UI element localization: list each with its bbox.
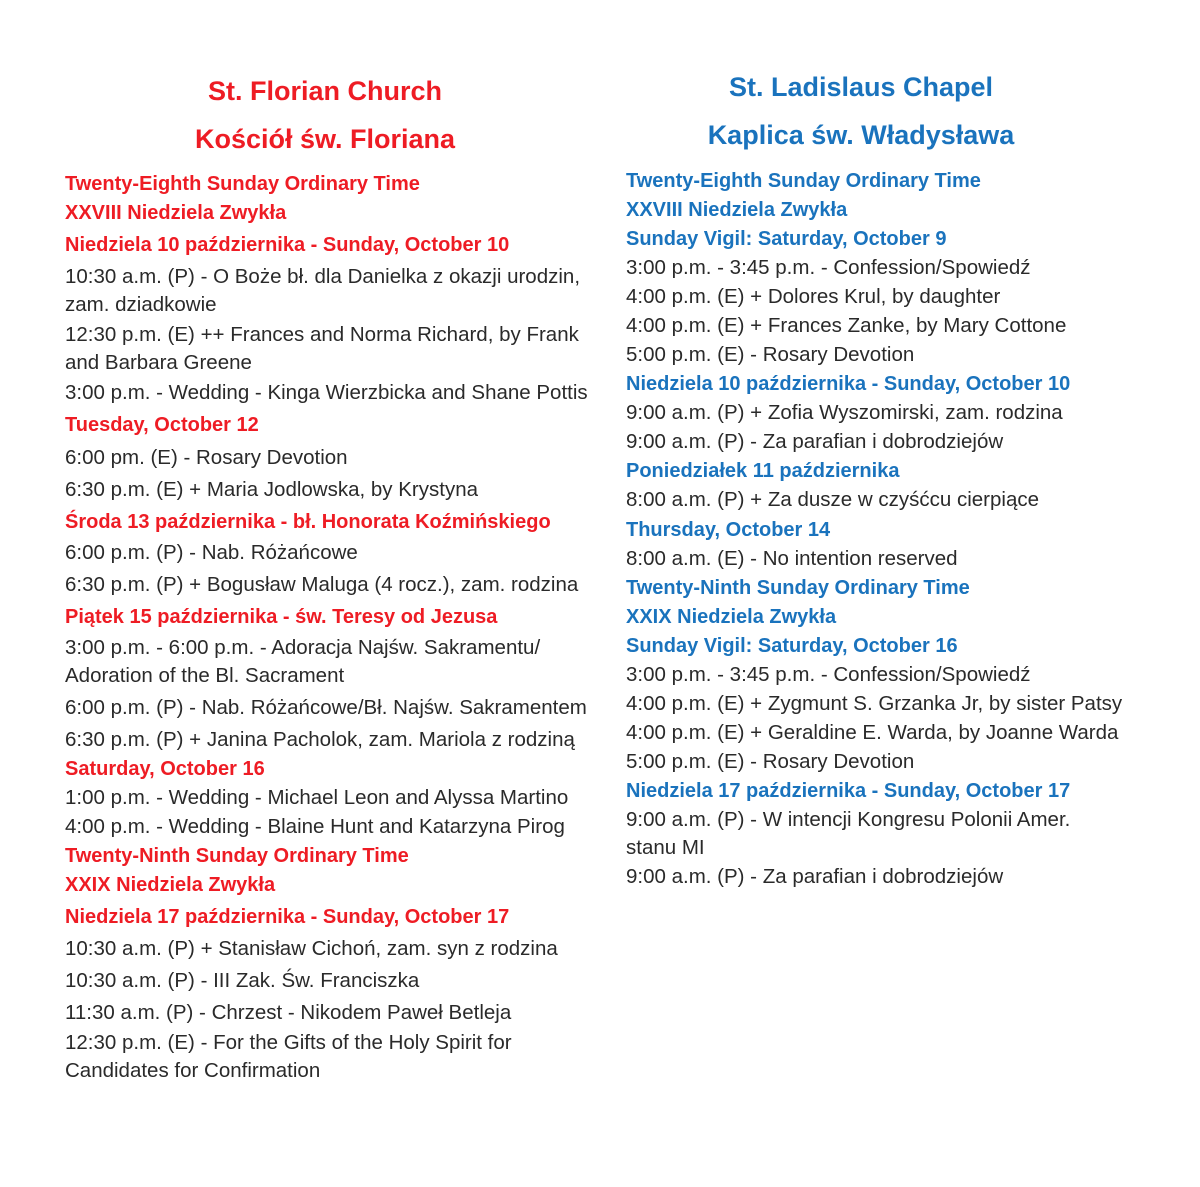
schedule-item: 3:00 p.m. - 3:45 p.m. - Confession/Spowiedź	[626, 256, 1031, 279]
schedule-item: 12:30 p.m. (E) - For the Gifts of the Holy Spirit for Candidates for Confirmation	[65, 1031, 512, 1082]
schedule-item: 1:00 p.m. - Wedding - Michael Leon and Alyssa Martino	[65, 786, 569, 809]
schedule-heading: Piątek 15 października - św. Teresy od Jezusa	[65, 606, 498, 628]
schedule-item: 3:00 p.m. - Wedding - Kinga Wierzbicka and Shane Pottis	[65, 381, 588, 404]
schedule-heading: XXIX Niedziela Zwykła	[626, 606, 837, 628]
schedule-heading: XXVIII Niedziela Zwykła	[65, 202, 287, 224]
schedule-item: 9:00 a.m. (P) - W intencji Kongresu Polonii Amer. stanu MI	[626, 808, 1071, 859]
schedule-heading: Środa 13 października - bł. Honorata Koźmińskiego	[65, 511, 551, 533]
church-title-polish: Kościół św. Floriana	[194, 124, 456, 154]
schedule-item: 9:00 a.m. (P) - Za parafian i dobrodziejów	[626, 430, 1004, 453]
schedule-heading: Niedziela 17 października - Sunday, October 17	[626, 780, 1071, 802]
chapel-title-polish: Kaplica św. Władysława	[707, 120, 1015, 150]
schedule-heading: Thursday, October 14	[626, 519, 831, 541]
schedule-heading: Sunday Vigil: Saturday, October 16	[626, 635, 958, 657]
schedule-heading: Twenty-Eighth Sunday Ordinary Time	[65, 173, 420, 195]
schedule-heading: Niedziela 10 października - Sunday, October 10	[65, 234, 510, 256]
schedule-item: 10:30 a.m. (P) + Stanisław Cichoń, zam. syn z rodzina	[65, 937, 558, 960]
schedule-item: 6:00 p.m. (P) - Nab. Różańcowe/Bł. Najśw. Sakramentem	[65, 696, 587, 719]
schedule-item: 6:30 p.m. (P) + Bogusław Maluga (4 rocz.), zam. rodzina	[65, 573, 579, 596]
schedule-heading: Twenty-Eighth Sunday Ordinary Time	[626, 170, 981, 192]
schedule-item: 4:00 p.m. (E) + Zygmunt S. Grzanka Jr, by sister Patsy	[626, 692, 1123, 715]
schedule-item: 3:00 p.m. - 3:45 p.m. - Confession/Spowiedź	[626, 663, 1031, 686]
schedule-item: 3:00 p.m. - 6:00 p.m. - Adoracja Najśw. Sakramentu/ Adoration of the Bl. Sacrament	[65, 636, 541, 687]
schedule-heading: Twenty-Ninth Sunday Ordinary Time	[65, 845, 409, 867]
schedule-item: 5:00 p.m. (E) - Rosary Devotion	[626, 750, 915, 773]
schedule-item: 6:30 p.m. (E) + Maria Jodlowska, by Krystyna	[65, 478, 479, 501]
schedule-item: 4:00 p.m. (E) + Geraldine E. Warda, by Joanne Warda	[626, 721, 1119, 744]
schedule-item: 10:30 a.m. (P) - O Boże bł. dla Danielka z okazji urodzin, zam. dziadkowie	[65, 265, 581, 316]
schedule-item: 12:30 p.m. (E) ++ Frances and Norma Richard, by Frank and Barbara Greene	[65, 323, 579, 374]
schedule-heading: Tuesday, October 12	[65, 414, 259, 436]
schedule-heading: Niedziela 17 października - Sunday, October 17	[65, 906, 510, 928]
schedule-heading: Saturday, October 16	[65, 758, 265, 780]
schedule-item: 6:00 pm. (E) - Rosary Devotion	[65, 446, 348, 469]
schedule-heading: Sunday Vigil: Saturday, October 9	[626, 228, 947, 250]
schedule-item: 9:00 a.m. (P) + Zofia Wyszomirski, zam. rodzina	[626, 401, 1063, 424]
schedule-heading: Poniedziałek 11 października	[626, 460, 900, 482]
schedule-item: 6:30 p.m. (P) + Janina Pacholok, zam. Mariola z rodziną	[65, 728, 575, 751]
chapel-title: St. Ladislaus Chapel	[728, 72, 994, 102]
schedule-item: 4:00 p.m. (E) + Frances Zanke, by Mary Cottone	[626, 314, 1067, 337]
schedule-item: 9:00 a.m. (P) - Za parafian i dobrodziejów	[626, 865, 1004, 888]
schedule-item: 4:00 p.m. (E) + Dolores Krul, by daughter	[626, 285, 1001, 308]
schedule-item: 6:00 p.m. (P) - Nab. Różańcowe	[65, 541, 358, 564]
schedule-item: 5:00 p.m. (E) - Rosary Devotion	[626, 343, 915, 366]
schedule-heading: XXIX Niedziela Zwykła	[65, 874, 276, 896]
schedule-item: 10:30 a.m. (P) - III Zak. Św. Franciszka	[65, 969, 420, 992]
church-title: St. Florian Church	[207, 76, 442, 106]
schedule-item: 11:30 a.m. (P) - Chrzest - Nikodem Paweł Betleja	[65, 1001, 512, 1024]
schedule-heading: XXVIII Niedziela Zwykła	[626, 199, 848, 221]
schedule-item: 8:00 a.m. (E) - No intention reserved	[626, 547, 958, 570]
schedule-heading: Twenty-Ninth Sunday Ordinary Time	[626, 577, 970, 599]
schedule-item: 4:00 p.m. - Wedding - Blaine Hunt and Katarzyna Pirog	[65, 815, 565, 838]
schedule-item: 8:00 a.m. (P) + Za dusze w czyśćcu cierpiące	[626, 488, 1040, 511]
schedule-heading: Niedziela 10 października - Sunday, October 10	[626, 373, 1071, 395]
